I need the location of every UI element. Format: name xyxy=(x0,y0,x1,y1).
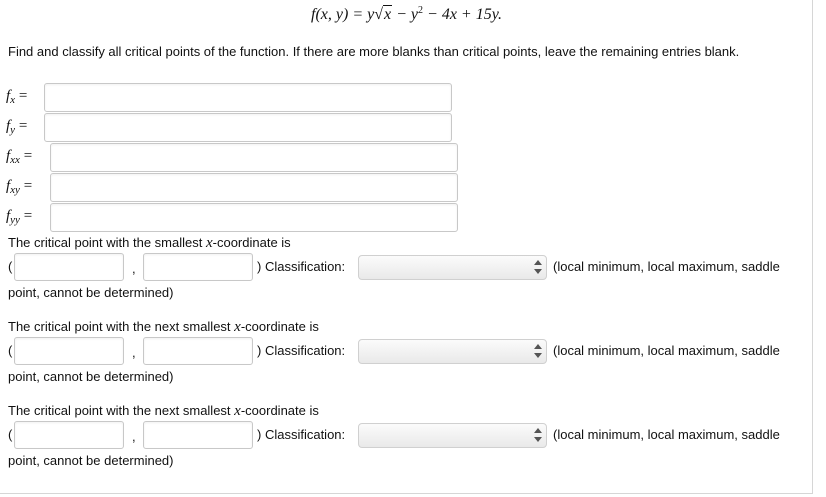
critical-point-3-heading: The critical point with the next smallest x-coordinate is xyxy=(8,403,319,419)
critical-point-1-classification-select[interactable] xyxy=(358,255,547,280)
critical-point-1-x-input[interactable] xyxy=(14,253,124,281)
critical-point-2-classification-select[interactable] xyxy=(358,339,547,364)
classification-options-hint-cont: point, cannot be determined) xyxy=(8,453,174,468)
classification-label: ) Classification: xyxy=(257,427,346,442)
sqrt-term: √x xyxy=(374,6,392,23)
function-equation: f(x, $y) = y√x - y^2 - 4x + 15y$. xyxy=(311,5,502,23)
classification-options-hint: (local minimum, local maximum, saddle xyxy=(553,259,780,274)
classification-options-hint: (local minimum, local maximum, saddle xyxy=(553,427,780,442)
classification-label: ) Classification: xyxy=(257,259,346,274)
open-paren: ( xyxy=(8,343,13,358)
select-arrows-icon xyxy=(534,428,542,443)
critical-point-2-x-input[interactable] xyxy=(14,337,124,365)
comma: , xyxy=(132,345,136,360)
classification-options-hint-cont: point, cannot be determined) xyxy=(8,369,174,384)
fy-label: $f_y$ = xyxy=(6,118,28,136)
fx-label: $f_x$ = xyxy=(6,88,28,106)
fx-input[interactable] xyxy=(44,83,452,112)
fxx-label: $f_{xx}$ = xyxy=(6,148,33,166)
classification-options-hint-cont: point, cannot be determined) xyxy=(8,285,174,300)
instructions-text: Find and classify all critical points of the function. If there are more blanks than critical points, leave the remaining entries blank. xyxy=(8,44,740,59)
open-paren: ( xyxy=(8,427,13,442)
comma: , xyxy=(132,261,136,276)
critical-point-3-classification-select[interactable] xyxy=(358,423,547,448)
classification-options-hint: (local minimum, local maximum, saddle xyxy=(553,343,780,358)
critical-point-3-x-input[interactable] xyxy=(14,421,124,449)
critical-point-2-y-input[interactable] xyxy=(143,337,253,365)
fyy-input[interactable] xyxy=(50,203,458,232)
open-paren: ( xyxy=(8,259,13,274)
select-arrows-icon xyxy=(534,260,542,275)
classification-label: ) Classification: xyxy=(257,343,346,358)
select-arrows-icon xyxy=(534,344,542,359)
comma: , xyxy=(132,429,136,444)
critical-point-3-y-input[interactable] xyxy=(143,421,253,449)
fyy-label: $f_{yy}$ = xyxy=(6,208,33,226)
critical-point-1-heading: The critical point with the smallest x-coordinate is xyxy=(8,235,291,251)
fxy-label: $f_{xy}$ = xyxy=(6,178,33,196)
critical-point-2-heading: The critical point with the next smallest x-coordinate is xyxy=(8,319,319,335)
fxx-input[interactable] xyxy=(50,143,458,172)
fxy-input[interactable] xyxy=(50,173,458,202)
critical-point-1-y-input[interactable] xyxy=(143,253,253,281)
fy-input[interactable] xyxy=(44,113,452,142)
